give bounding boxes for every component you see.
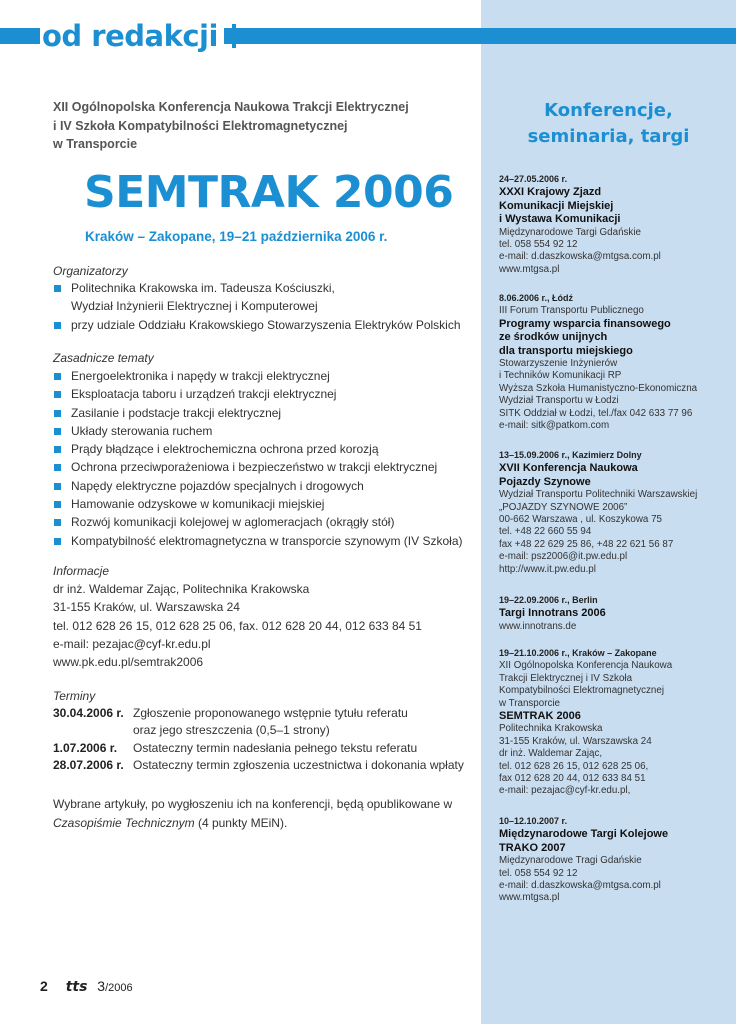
bullet-icon <box>54 391 61 398</box>
event-name: Komunikacji Miejskiej <box>499 199 614 212</box>
list-item: Układy sterowania ruchem <box>53 422 473 440</box>
event-name: dla transportu miejskiego <box>499 344 633 357</box>
event-detail: Międzynarodowe Targi Gdańskie <box>499 226 641 238</box>
event-pre: w Transporcie <box>499 697 560 709</box>
section-title: od redakcji <box>40 18 224 54</box>
term-date <box>53 722 133 739</box>
event-detail: Wydział Transportu w Łodzi <box>499 395 619 407</box>
event-date: 10–12.10.2007 r. <box>499 816 568 826</box>
event-detail: Wyższa Szkoła Humanistyczno-Ekonomiczna <box>499 382 698 394</box>
event-date: 19–22.09.2006 r., Berlin <box>499 595 598 605</box>
issue-year: /2006 <box>105 982 133 994</box>
event-entry <box>499 292 729 432</box>
event-email-link[interactable]: e-mail: psz2006@it.pw.edu.pl <box>499 551 628 563</box>
event-title: SEMTRAK 2006 <box>84 167 454 218</box>
event-detail: i Techników Komunikacji RP <box>499 370 622 382</box>
event-detail: „POJAZDY SZYNOWE 2006” <box>499 501 628 513</box>
event-entry <box>499 647 729 798</box>
header-divider <box>232 24 236 48</box>
topics-label: Zasadnicze tematy <box>53 351 154 365</box>
bullet-icon <box>54 428 61 435</box>
organizers-label: Organizatorzy <box>53 264 128 278</box>
event-detail: fax +48 22 629 25 86, +48 22 621 56 87 <box>499 538 674 550</box>
term-row <box>53 722 464 739</box>
topics-list <box>53 367 473 550</box>
magazine-logo: tts <box>65 979 88 995</box>
term-text: Ostateczny termin nadesłania pełnego tekstu referatu <box>133 740 418 755</box>
journal-name: Czasopiśmie Technicznym <box>53 815 195 830</box>
event-website-link[interactable]: www.mtgsa.pl <box>499 892 560 904</box>
list-item: Rozwój komunikacji kolejowej w aglomeracjach (okrągły stół) <box>53 513 473 531</box>
event-detail: 31-155 Kraków, ul. Warszawska 24 <box>499 735 652 747</box>
info-website-link[interactable]: www.pk.edu.pl/semtrak2006 <box>53 655 204 670</box>
list-item: Prądy błądzące i elektrochemiczna ochrona przed korozją <box>53 440 473 458</box>
bullet-icon <box>54 410 61 417</box>
event-detail: Międzynarodowe Tragi Gdańskie <box>499 855 642 867</box>
list-item: przy udziale Oddziału Krakowskiego Stowarzyszenia Elektryków Polskich <box>53 316 473 334</box>
event-detail: tel. +48 22 660 55 94 <box>499 526 592 538</box>
event-entry <box>499 173 729 276</box>
term-row <box>53 740 464 757</box>
organizers-list <box>53 279 473 334</box>
list-item: Zasilanie i podstacje trakcji elektrycznej <box>53 404 473 422</box>
info-email-link[interactable]: e-mail: pezajac@cyf-kr.edu.pl <box>53 636 211 651</box>
info-line: 31-155 Kraków, ul. Warszawska 24 <box>53 600 240 615</box>
list-item: Hamowanie odzyskowe w komunikacji miejskiej <box>53 495 473 513</box>
event-entry <box>499 815 729 905</box>
closing-paragraph: Wybrane artykuły, po wygłoszeniu ich na konferencji, będą opublikowane w Czasopiśmie Technicznym (4 punkty MEiN). <box>53 797 453 830</box>
event-detail: 00-662 Warszawa , ul. Koszykowa 75 <box>499 514 662 526</box>
event-name: XVII Konferencja Naukowa <box>499 462 638 475</box>
event-detail: tel. 058 554 92 12 <box>499 867 578 879</box>
issue-number: 3 <box>97 978 106 994</box>
info-line: dr inż. Waldemar Zając, Politechnika Krakowska <box>53 582 310 596</box>
event-date: 24–27.05.2006 r. <box>499 174 568 184</box>
bullet-icon <box>54 501 61 508</box>
event-name: XXXI Krajowy Zjazd <box>499 186 602 199</box>
page-number: 2 <box>40 978 48 994</box>
event-email-link[interactable]: e-mail: d.daszkowska@mtgsa.com.pl <box>499 880 661 892</box>
event-detail: tel. 012 628 26 15, 012 628 25 06, <box>499 760 649 772</box>
event-email-link[interactable]: e-mail: d.daszkowska@mtgsa.com.pl <box>499 251 661 263</box>
event-detail: SITK Oddział w Łodzi, tel./fax 042 633 77 96 <box>499 407 693 419</box>
header-bar-right <box>232 28 736 44</box>
event-pre: XII Ogólnopolska Konferencja Naukowa <box>499 660 673 672</box>
event-email-link[interactable]: e-mail: sitk@patkom.com <box>499 420 610 432</box>
list-item: Eksploatacja taboru i urządzeń trakcji elektrycznej <box>53 385 473 403</box>
event-website-link[interactable]: http://www.it.pw.edu.pl <box>499 563 596 575</box>
list-item: Napędy elektryczne pojazdów specjalnych i drogowych <box>53 477 473 495</box>
info-line: tel. 012 628 26 15, 012 628 25 06, fax. 012 628 20 44, 012 633 84 51 <box>53 618 422 633</box>
event-detail: Wydział Transportu Politechniki Warszawskiej <box>499 489 698 501</box>
term-date: 28.07.2006 r. <box>53 757 124 772</box>
list-item: Politechnika Krakowska im. Tadeusza Kościuszki, <box>53 279 473 297</box>
event-date: 19–21.10.2006 r., Kraków – Zakopane <box>499 648 657 658</box>
term-row <box>53 757 464 774</box>
event-entry <box>499 594 729 633</box>
event-name: ze środków unijnych <box>499 331 608 344</box>
event-website-link[interactable]: www.mtgsa.pl <box>499 263 560 275</box>
event-detail: fax 012 628 20 44, 012 633 84 51 <box>499 773 646 785</box>
event-date: 8.06.2006 r., Łódź <box>499 293 574 303</box>
event-entry <box>499 449 729 576</box>
event-name: Międzynarodowe Targi Kolejowe <box>499 828 669 841</box>
bullet-icon <box>54 464 61 471</box>
bullet-icon <box>54 538 61 545</box>
bullet-icon <box>54 483 61 490</box>
terms-list <box>53 705 464 774</box>
term-text: Zgłoszenie proponowanego wstępnie tytułu referatu <box>133 706 408 720</box>
term-text: oraz jego streszczenia (0,5–1 strony) <box>133 723 330 738</box>
sidebar-title: Konferencje, seminaria, targi <box>527 100 690 147</box>
list-item: Ochrona przeciwporażeniowa i bezpieczeństwo w trakcji elektrycznej <box>53 458 473 476</box>
event-name: SEMTRAK 2006 <box>499 710 581 723</box>
event-detail: Stowarzyszenie Inżynierów <box>499 358 618 370</box>
bullet-icon <box>54 373 61 380</box>
terms-label: Terminy <box>53 689 96 703</box>
page-footer <box>40 977 133 997</box>
bullet-icon <box>54 285 61 292</box>
event-pre: III Forum Transportu Publicznego <box>499 305 644 317</box>
term-row <box>53 705 464 722</box>
event-date: 13–15.09.2006 r., Kazimierz Dolny <box>499 450 642 460</box>
event-name: Programy wsparcia finansowego <box>499 317 671 330</box>
event-name: Targi Innotrans 2006 <box>499 607 606 620</box>
term-date: 30.04.2006 r. <box>53 706 124 720</box>
event-website-link[interactable]: www.innotrans.de <box>499 620 577 632</box>
conference-heading <box>53 98 473 154</box>
conference-heading-line: w Transporcie <box>53 137 138 151</box>
term-date: 1.07.2006 r. <box>53 740 118 755</box>
bullet-icon <box>54 519 61 526</box>
list-item: Wydział Inżynierii Elektrycznej i Komputerowej <box>71 299 318 314</box>
conference-heading-line: i IV Szkoła Kompatybilności Elektromagnetycznej <box>53 118 348 133</box>
info-label: Informacje <box>53 564 110 578</box>
bullet-icon <box>54 322 61 329</box>
list-item: Kompatybilność elektromagnetyczna w transporcie szynowym (IV Szkoła) <box>53 532 473 550</box>
event-email-link[interactable]: e-mail: pezajac@cyf-kr.edu.pl, <box>499 785 631 797</box>
event-pre: Kompatybilności Elektromagnetycznej <box>499 685 664 697</box>
list-item: Energoelektronika i napędy w trakcji elektrycznej <box>53 367 473 385</box>
term-text: Ostateczny termin zgłoszenia uczestnictwa i dokonania wpłaty <box>133 757 464 772</box>
info-block <box>53 580 422 671</box>
event-detail: dr inż. Waldemar Zając, <box>499 748 603 760</box>
event-name: Pojazdy Szynowe <box>499 475 591 488</box>
event-pre: Trakcji Elektrycznej i IV Szkoła <box>499 672 633 684</box>
event-subtitle: Kraków – Zakopane, 19–21 października 2006 r. <box>85 229 388 244</box>
conference-heading-line: XII Ogólnopolska Konferencja Naukowa Trakcji Elektrycznej <box>53 100 409 114</box>
bullet-icon <box>54 446 61 453</box>
event-detail: tel. 058 554 92 12 <box>499 239 578 251</box>
event-name: TRAKO 2007 <box>499 841 566 854</box>
event-detail: Politechnika Krakowska <box>499 723 603 735</box>
event-name: i Wystawa Komunikacji <box>499 213 621 226</box>
